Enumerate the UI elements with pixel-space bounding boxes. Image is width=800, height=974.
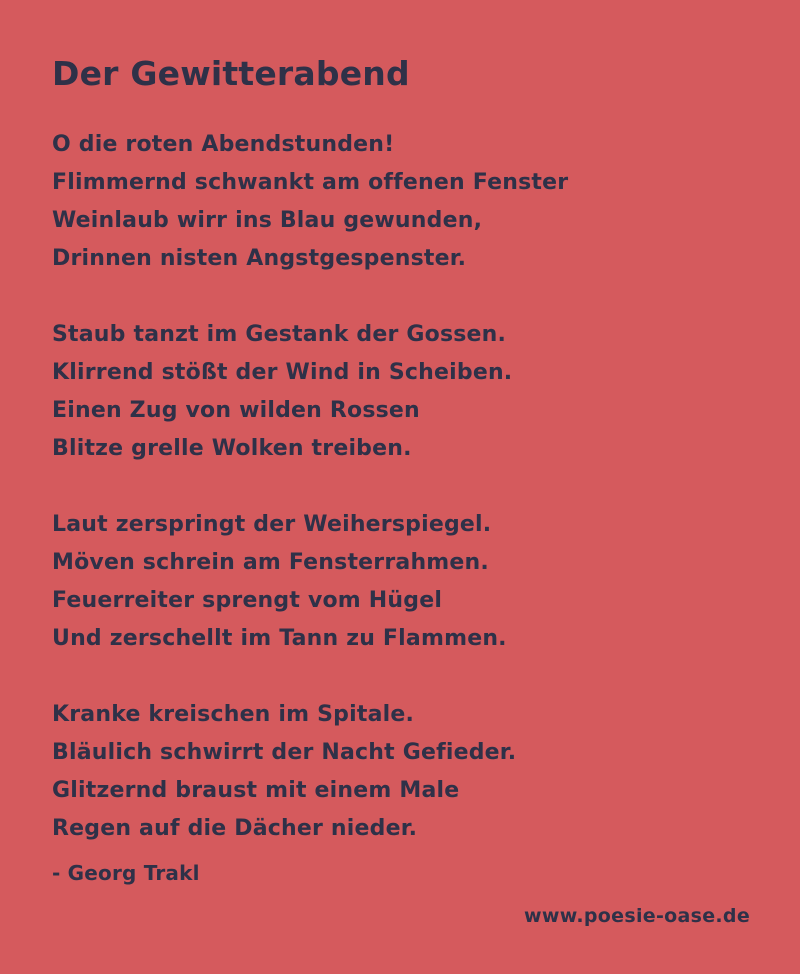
poem-line: Und zerschellt im Tann zu Flammen.	[52, 626, 507, 651]
stanza-4	[52, 696, 750, 848]
stanza-1	[52, 126, 750, 278]
poem-line: Feuerreiter sprengt vom Hügel	[52, 588, 443, 613]
poem-line: Staub tanzt im Gestank der Gossen.	[52, 322, 507, 347]
poem-line: Weinlaub wirr ins Blau gewunden,	[52, 208, 483, 233]
poem-line: Flimmernd schwankt am offenen Fenster	[52, 170, 569, 195]
poem-line: O die roten Abendstunden!	[52, 132, 395, 157]
poem-line: Klirrend stößt der Wind in Scheiben.	[52, 360, 513, 385]
poem-line: Blitze grelle Wolken treiben.	[52, 436, 412, 461]
poem-line: Glitzernd braust mit einem Male	[52, 778, 460, 803]
poem-line: Kranke kreischen im Spitale.	[52, 702, 415, 727]
poem-line: Möven schrein am Fensterrahmen.	[52, 550, 489, 575]
website-url: www.poesie-oase.de	[524, 905, 750, 927]
poem-line: Drinnen nisten Angstgespenster.	[52, 246, 467, 271]
poem-title: Der Gewitterabend	[52, 54, 410, 93]
poem-line: Bläulich schwirrt der Nacht Gefieder.	[52, 740, 517, 765]
stanza-2	[52, 316, 750, 468]
poem-line: Regen auf die Dächer nieder.	[52, 816, 418, 841]
stanza-3	[52, 506, 750, 658]
poem-line: Einen Zug von wilden Rossen	[52, 398, 420, 423]
poem-body	[52, 126, 750, 848]
poem-author: - Georg Trakl	[52, 861, 200, 885]
poem-line: Laut zerspringt der Weiherspiegel.	[52, 512, 492, 537]
